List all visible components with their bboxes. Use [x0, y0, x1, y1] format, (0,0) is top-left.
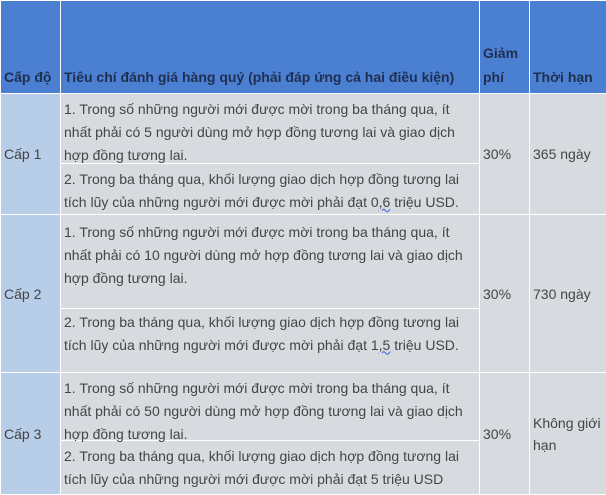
fee-cell: 30% [480, 94, 530, 215]
criterion-2-text: 2. Trong ba tháng qua, khối lượng giao dịch hợp đồng tương lai tích lũy của những người mới được mời phải đạt 0 [64, 171, 459, 210]
criterion-2-unit: triệu USD. [390, 337, 458, 353]
table-row [1, 94, 606, 215]
table-row [1, 373, 606, 495]
criteria-cell [61, 373, 480, 495]
criterion-2 [61, 163, 479, 214]
table-row [1, 215, 606, 373]
criterion-2-unit: triệu USD. [390, 194, 458, 210]
criterion-1: 1. Trong số những người mới được mời trong ba tháng qua, ít nhất phải có 50 người dùng mở hợp đồng tương lai và giao dịch hợp đồng tương lai. [61, 373, 479, 440]
header-duration: Thời hạn [530, 1, 606, 94]
duration-cell: 365 ngày [530, 94, 606, 215]
criterion-2-text: 2. Trong ba tháng qua, khối lượng giao dịch hợp đồng tương lai tích lũy của những người mới được mời phải đạt 1 [64, 314, 459, 353]
level-cell: Cấp 2 [1, 215, 61, 373]
duration-cell: Không giới hạn [530, 373, 606, 495]
level-cell: Cấp 1 [1, 94, 61, 215]
spellcheck-mark: ,5 [379, 337, 391, 353]
spellcheck-mark: ,6 [379, 194, 391, 210]
criteria-cell [61, 215, 480, 373]
criterion-1: 1. Trong số những người mới được mời trong ba tháng qua, ít nhất phải có 10 người dùng mở hợp đồng tương lai và giao dịch hợp đồng tương lai. [61, 217, 479, 308]
header-criteria: Tiêu chí đánh giá hàng quý (phải đáp ứng cả hai điều kiện) [61, 1, 480, 94]
duration-cell: 730 ngày [530, 215, 606, 373]
criterion-1: 1. Trong số những người mới được mời trong ba tháng qua, ít nhất phải có 5 người dùng mở hợp đồng tương lai và giao dịch hợp đồng tương lai. [61, 94, 479, 163]
fee-cell: 30% [480, 373, 530, 495]
header-fee: Giảm phí [480, 1, 530, 94]
criterion-2 [61, 308, 479, 371]
criterion-2 [61, 440, 479, 493]
criterion-2-text: 2. Trong ba tháng qua, khối lượng giao dịch hợp đồng tương lai tích lũy của những người mới được mời phải đạt 5 triệu USD [64, 448, 459, 487]
fee-cell: 30% [480, 215, 530, 373]
level-cell: Cấp 3 [1, 373, 61, 495]
header-row [1, 1, 606, 94]
header-level: Cấp độ [1, 1, 61, 94]
criteria-cell [61, 94, 480, 215]
